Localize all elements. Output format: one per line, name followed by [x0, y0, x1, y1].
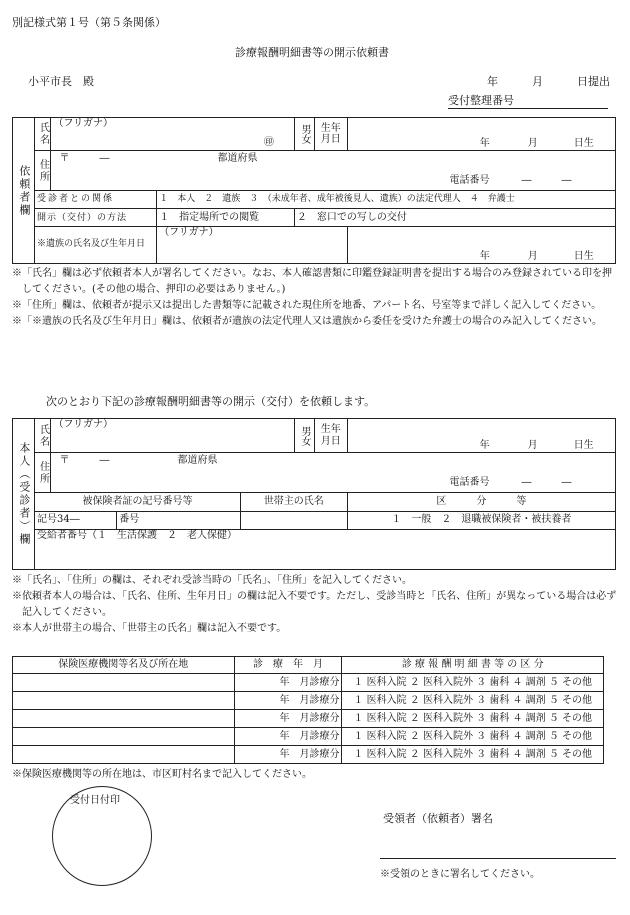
- patient-address-label: 住所: [34, 453, 51, 493]
- requester-sex-field[interactable]: 男女: [294, 118, 314, 151]
- category-options[interactable]: １ 一般 ２ 退職被保険者・被扶養者: [347, 511, 615, 529]
- note-item: ※「氏名」欄は必ず依頼者本人が署名してください。なお、本人確認書類に印鑑登録証明書を提出する場合のみ登録されている印を押してください。(その他の場合、押印の必要はありません。): [12, 268, 612, 295]
- page-title: 診療報酬明細書等の開示依頼書: [235, 46, 389, 59]
- receipt-number-field[interactable]: [448, 92, 608, 109]
- category-cell[interactable]: １ 医科入院 ２ 医科入院外 ３ 歯科 ４ 調剤 ５ その他: [342, 674, 604, 692]
- period-cell[interactable]: 年 月診療分: [234, 746, 342, 764]
- requester-table: [12, 117, 616, 264]
- category-label: 区 分 等: [347, 493, 615, 511]
- table-row: [13, 710, 604, 728]
- table-row: [13, 746, 604, 764]
- addressee: 小平市長 殿: [28, 75, 94, 88]
- requester-name-field[interactable]: [51, 118, 294, 151]
- patient-prefecture: 都道府県: [177, 455, 218, 467]
- method-label: 開示（交付）の方法: [34, 209, 156, 227]
- table-row: [13, 728, 604, 746]
- date-month-label: 月: [532, 75, 543, 88]
- period-cell[interactable]: 年 月診療分: [234, 674, 342, 692]
- householder-label: 世帯主の氏名: [240, 493, 347, 511]
- institutions-table: [12, 656, 604, 764]
- requester-section-label: 依頼者欄: [13, 118, 35, 264]
- patient-phone-label: 電話番号: [449, 477, 490, 489]
- patient-birth-field[interactable]: [347, 419, 615, 453]
- birth-month-label: 月: [527, 137, 538, 149]
- method-option-1[interactable]: １ 指定場所での閲覧: [157, 209, 295, 227]
- patient-postal: 〒 ―: [59, 455, 110, 467]
- bereaved-day-label: 日生: [573, 250, 594, 262]
- category-cell[interactable]: １ 医科入院 ２ 医科入院外 ３ 歯科 ４ 調剤 ５ その他: [342, 710, 604, 728]
- recipient-number-field[interactable]: 受給者番号（１ 生活保護 ２ 老人保健）: [34, 529, 615, 569]
- table-row: [13, 692, 604, 710]
- bereaved-year-label: 年: [479, 250, 490, 262]
- period-cell[interactable]: 年 月診療分: [234, 710, 342, 728]
- signature-label: 受領者（依頼者）署名: [383, 812, 493, 825]
- note-item: ※「※遺族の氏名及び生年月日」欄は、依頼者が遺族の法定代理人又は遺族から委任を受けた弁護士の場合のみ記入してください。: [12, 316, 602, 327]
- patient-address-field[interactable]: [51, 453, 616, 493]
- requester-postal: 〒 ―: [59, 153, 110, 165]
- institution-header: 保険医療機関等名及び所在地: [13, 657, 235, 674]
- relation-options[interactable]: １ 本人 ２ 遺族 ３ （未成年者、成年被後見人、遺族）の法定代理人 ４ 弁護士: [157, 190, 616, 208]
- requester-name-label: 氏名: [34, 118, 51, 151]
- patient-name-field[interactable]: [51, 419, 294, 453]
- insurance-number-field[interactable]: 番号: [117, 511, 241, 529]
- note-item: ※「住所」欄は、依頼者が提示又は提出した書類等に記載された現住所を地番、アパート名、号室等まで詳しく記入してください。: [12, 300, 602, 311]
- stamp-label: 受付日付印: [70, 795, 120, 806]
- requester-phone-label: 電話番号: [449, 175, 490, 187]
- category-header: 診 療 報 酬 明 細 書 等 の 区 分: [342, 657, 604, 674]
- note-item: ※本人が世帯主の場合、「世帯主の氏名」欄は記入不要です。: [12, 623, 287, 634]
- requester-prefecture: 都道府県: [217, 153, 258, 165]
- category-cell[interactable]: １ 医科入院 ２ 医科入院外 ３ 歯科 ４ 調剤 ５ その他: [342, 746, 604, 764]
- requester-address-field[interactable]: [51, 151, 616, 191]
- date-year-label: 年: [487, 75, 498, 88]
- institution-cell[interactable]: [13, 728, 235, 746]
- requester-address-label: 住所: [34, 151, 51, 191]
- insurance-symbol-field[interactable]: 記号34―: [34, 511, 116, 529]
- householder-field[interactable]: [240, 511, 347, 529]
- patient-table: [12, 418, 616, 570]
- patient-sex-field[interactable]: 男女: [294, 419, 314, 453]
- patient-month-label: 月: [527, 439, 538, 451]
- table-row: [13, 674, 604, 692]
- bereaved-name-field[interactable]: [157, 227, 348, 264]
- institution-cell[interactable]: [13, 692, 235, 710]
- note-item: ※「氏名」、「住所」の欄は、それぞれ受診当時の「氏名」、「住所」を記入してください。: [12, 575, 412, 586]
- requester-phone-dashes: ― ―: [521, 175, 572, 187]
- relation-label: 受診者との関係: [34, 190, 156, 208]
- birth-day-label: 日生: [573, 137, 594, 149]
- bereaved-month-label: 月: [527, 250, 538, 262]
- note-item: ※依頼者本人の場合は、「氏名、住所、生年月日」の欄は記入不要です。ただし、受診当時と「氏名、住所」が異なっている場合は必ず記入してください。: [12, 591, 617, 618]
- requester-furigana: （フリガナ）: [53, 118, 113, 129]
- birth-year-label: 年: [479, 137, 490, 149]
- period-cell[interactable]: 年 月診療分: [234, 692, 342, 710]
- patient-phone-dashes: ― ―: [521, 477, 572, 489]
- receipt-number-label: 受付整理番号: [448, 94, 514, 107]
- form-label: 別記様式第１号（第５条関係）: [12, 16, 166, 29]
- requester-birth-label: 生年月日: [314, 118, 347, 151]
- institution-cell[interactable]: [13, 746, 235, 764]
- patient-furigana: （フリガナ）: [53, 419, 113, 430]
- institution-note: ※保険医療機関等の所在地は、市区町村名まで記入してください。: [12, 769, 312, 780]
- seal-mark: ㊞: [263, 136, 274, 148]
- category-cell[interactable]: １ 医科入院 ２ 医科入院外 ３ 歯科 ４ 調剤 ５ その他: [342, 728, 604, 746]
- signature-note: ※受領のときに署名してください。: [380, 869, 540, 880]
- bereaved-label: ※遺族の氏名及び生年月日: [34, 227, 156, 264]
- institution-cell[interactable]: [13, 710, 235, 728]
- bereaved-birth-field[interactable]: [347, 227, 615, 264]
- requester-birth-field[interactable]: [347, 118, 615, 151]
- patient-name-label: 氏名: [34, 419, 51, 453]
- insurance-card-label: 被保険者証の記号番号等: [34, 493, 240, 511]
- bereaved-furigana: （フリガナ）: [159, 227, 219, 239]
- date-submitted-label: 日提出: [577, 75, 610, 88]
- patient-year-label: 年: [479, 439, 490, 451]
- requester-notes: [12, 266, 618, 330]
- patient-birth-label: 生年月日: [314, 419, 347, 453]
- category-cell[interactable]: １ 医科入院 ２ 医科入院外 ３ 歯科 ４ 調剤 ５ その他: [342, 692, 604, 710]
- patient-notes: [12, 573, 618, 637]
- method-option-2[interactable]: ２ 窓口での写しの交付: [294, 209, 615, 227]
- signature-line[interactable]: [380, 858, 616, 860]
- period-header: 診 療 年 月: [234, 657, 342, 674]
- period-cell[interactable]: 年 月診療分: [234, 728, 342, 746]
- request-statement: 次のとおり下記の診療報酬明細書等の開示（交付）を依頼します。: [46, 395, 376, 408]
- patient-section-label: 本人（受診者）欄: [13, 419, 35, 570]
- patient-day-label: 日生: [573, 439, 594, 451]
- institution-cell[interactable]: [13, 674, 235, 692]
